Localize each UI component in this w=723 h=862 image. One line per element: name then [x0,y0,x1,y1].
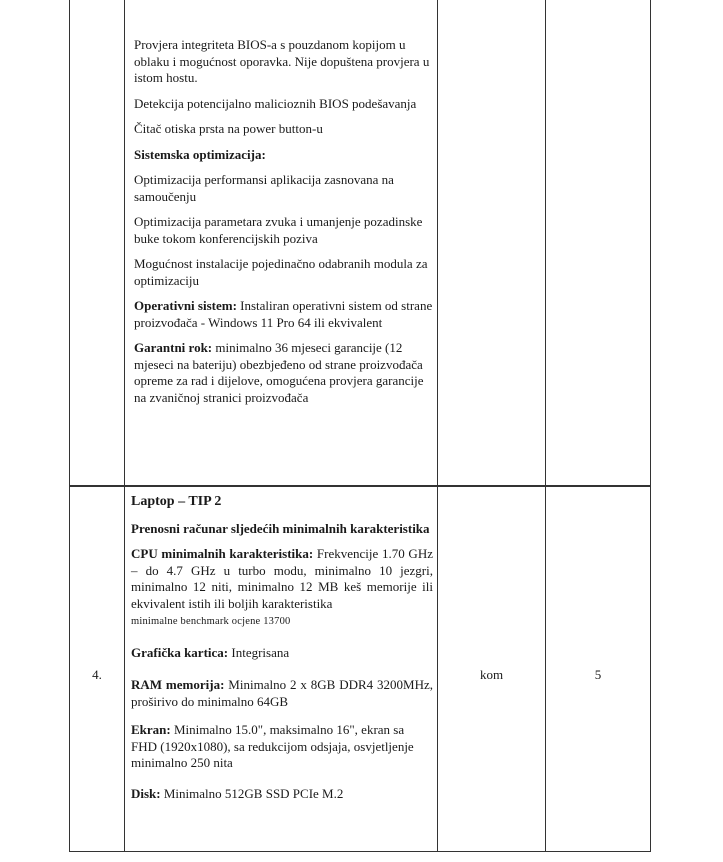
description-cell-prev [134,37,434,415]
os-paragraph [134,298,434,331]
ram-label: RAM memorija: [131,677,225,692]
gpu-paragraph [131,645,433,662]
cpu-paragraph [131,546,433,631]
warranty-text: minimalno 36 mjeseci garancije (12 mjeseci na bateriju) obezbjeđeno od strane proizvođača opreme za rad i dijelove, omogućena provjera garancije na zvaničnoj stranici proizvođača [134,340,424,405]
opt-item-3: Mogućnost instalacije pojedinačno odabranih modula za optimizaciju [134,256,428,288]
screen-label: Ekran: [131,722,171,737]
unit-cell: kom [479,667,504,682]
fingerprint-text: Čitač otiska prsta na power button-u [134,121,323,136]
cpu-label: CPU minimalnih karakteristika: [131,546,314,561]
row-number: 4. [92,667,102,682]
gpu-label: Grafička kartica: [131,644,229,660]
opt-item-1: Optimizacija performansi aplikacija zasnovana na samoučenju [134,172,394,204]
warranty-label: Garantni rok: [134,340,213,355]
os-text: Instaliran operativni sistem od strane proizvođača - Windows 11 Pro 64 ili ekvivalent [134,298,433,330]
warranty-paragraph [134,340,434,406]
screen-paragraph [131,722,433,772]
cpu-text: Frekvencije 1.70 GHz – do 4.7 GHz u turbo modu, minimalno 10 jezgri, minimalno 12 niti, minimalno 12 MB keš memorije ili ekvivalent istih ili boljih karakteristika [131,546,433,611]
disk-text: Minimalno 512GB SSD PCIe M.2 [160,785,344,801]
column-divider-2 [437,0,438,851]
disk-label: Disk: [131,785,161,801]
description-cell-row4 [131,494,433,811]
laptop-subtitle: Prenosni računar sljedećih minimalnih karakteristika [131,520,430,536]
gpu-text: Integrisana [228,644,290,660]
screen-text: Minimalno 15.0", maksimalno 16", ekran sa FHD (1920x1080), sa redukcijom odsjaja, osvjetljenje minimalno 250 nita [131,722,414,770]
row-divider [70,485,650,487]
opt-item-2: Optimizacija parametara zvuka i umanjenje pozadinske buke tokom konferencijskih poziva [134,214,423,246]
laptop-title: Laptop – TIP 2 [131,494,222,509]
os-label: Operativni sistem: [134,298,237,313]
bios-detection-text: Detekcija potencijalno malicioznih BIOS podešavanja [134,95,417,111]
ram-paragraph [131,677,433,710]
spec-table [69,0,651,852]
column-divider-1 [124,0,125,851]
ram-text: Minimalno 2 x 8GB DDR4 3200MHz, proširivo do minimalno 64GB [131,677,433,709]
bios-integrity-text: Provjera integriteta BIOS-a s pouzdanom kopijom u oblaku i mogućnost oporavka. Nije dopuštena provjera u istom hostu. [134,37,430,85]
disk-paragraph [131,786,433,803]
column-divider-3 [545,0,546,851]
quantity-cell: 5 [594,667,602,682]
optimization-heading: Sistemska optimizacija: [134,146,266,162]
cpu-benchmark: minimalne benchmark ocjene 13700 [131,616,291,627]
